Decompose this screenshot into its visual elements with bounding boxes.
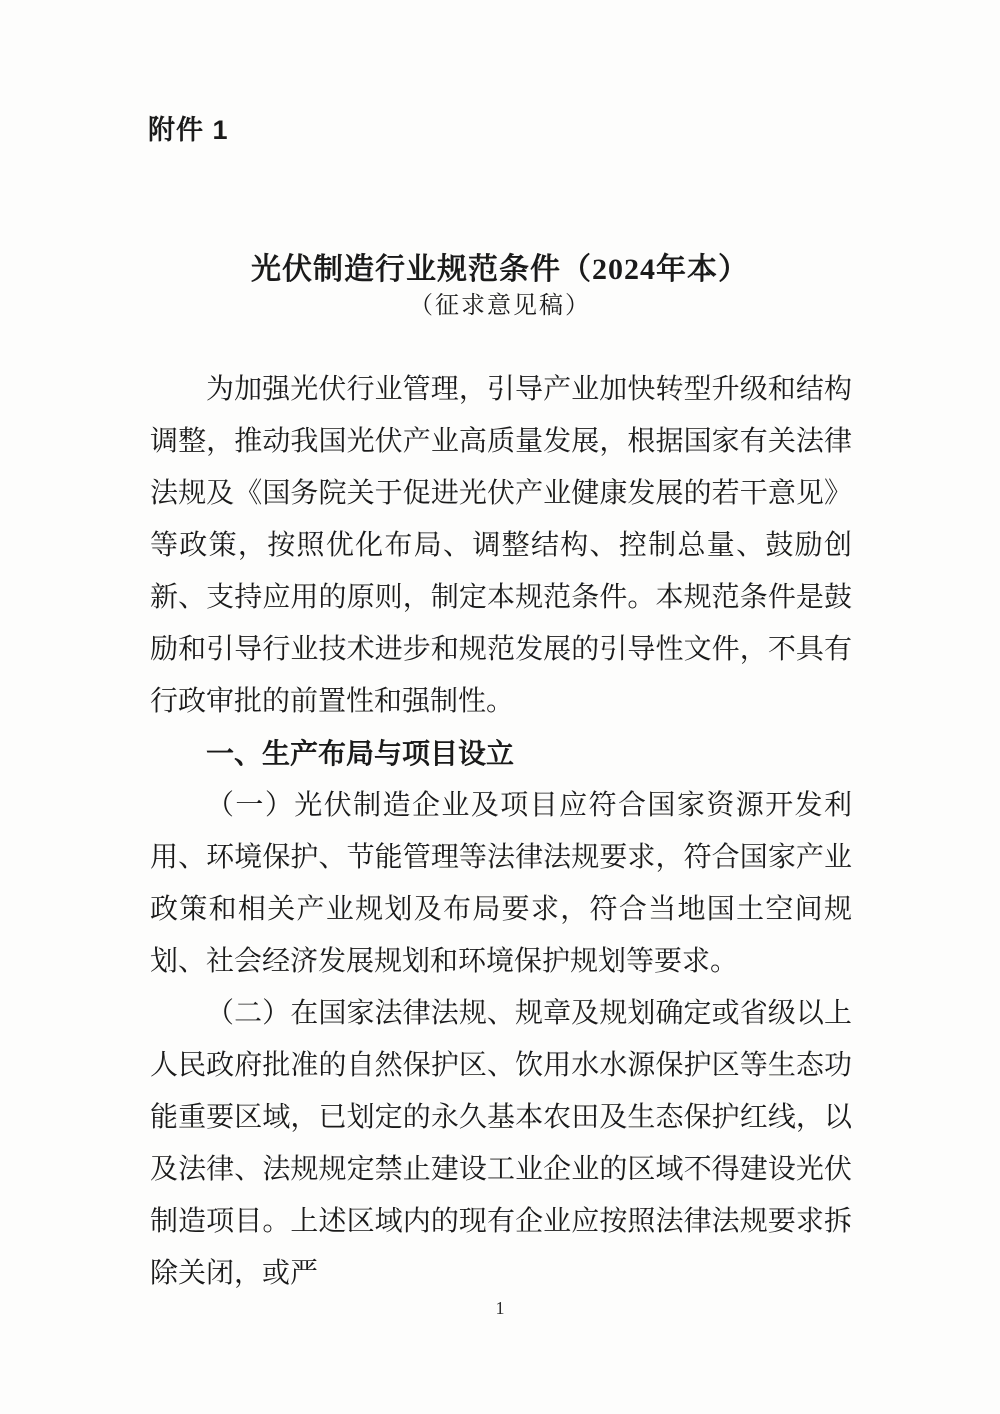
item-1-paragraph: （一）光伏制造企业及项目应符合国家资源开发利用、环境保护、节能管理等法律法规要求，符合国家产业政策和相关产业规划及布局要求，符合当地国土空间规划、社会经济发展规划和环境保护规划等要求。 bbox=[150, 790, 852, 977]
document-title: 光伏制造行业规范条件（2024年本） bbox=[251, 253, 749, 287]
intro-paragraph: 为加强光伏行业管理，引导产业加快转型升级和结构调整，推动我国光伏产业高质量发展，根据国家有关法律法规及《国务院关于促进光伏产业健康发展的若干意见》等政策，按照优化布局、调整结构、控制总量、鼓励创新、支持应用的原则，制定本规范条件。本规范条件是鼓励和引导行业技术进步和规范发展的引导性文件，不具有行政审批的前置性和强制性。 bbox=[150, 374, 852, 717]
attachment-label: 附件 1 bbox=[148, 115, 229, 145]
document-subtitle: （征求意见稿） bbox=[409, 293, 591, 319]
document-body bbox=[150, 364, 852, 1300]
item-2-paragraph: （二）在国家法律法规、规章及规划确定或省级以上人民政府批准的自然保护区、饮用水水源保护区等生态功能重要区域，已划定的永久基本农田及生态保护红线，以及法律、法规规定禁止建设工业企业的区域不得建设光伏制造项目。上述区域内的现有企业应按照法律法规要求拆除关闭，或严 bbox=[150, 998, 852, 1289]
section-1-heading: 一、生产布局与项目设立 bbox=[206, 738, 515, 769]
page-number: 1 bbox=[495, 1298, 505, 1318]
